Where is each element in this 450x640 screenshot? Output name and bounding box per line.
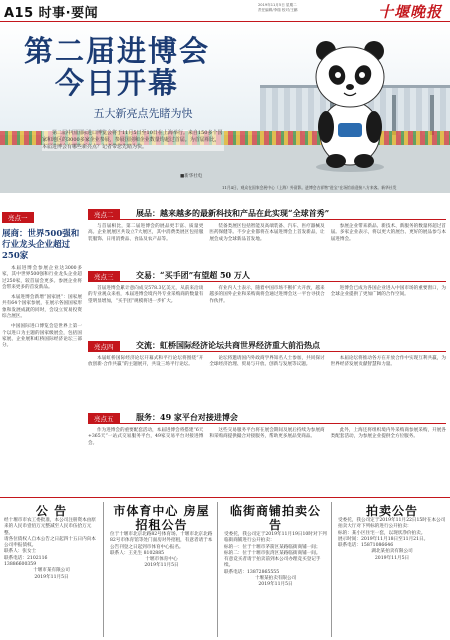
highlight-tag: 亮点四 <box>88 341 120 352</box>
ad-line: 13886600359 <box>4 562 37 568</box>
ad-line: 联系人：张女士 <box>4 549 37 555</box>
ad-line: 展示时间：2019年11月18日至11月21日。 <box>338 536 429 542</box>
ad-title: 拍卖公告 <box>365 504 418 518</box>
photo-pillar <box>430 95 434 135</box>
edition-meta <box>258 3 358 12</box>
ad-line: 经十堰市市农工委批准，本公司注册资本由原来的人民币壹佰万元整减至人民币伍拾万元整。 <box>4 518 96 536</box>
ad-line: 标的：某小区住宅一套，以现状净价拍卖。 <box>338 530 426 536</box>
ad-line: 湖北某拍卖有限公司 <box>371 549 413 555</box>
ad-line: 2019年11月5日 <box>144 563 179 569</box>
left-body-paragraph: 中国国际进口博览会是世界上第一个以进口为主题的国家级展会，包括国家展、企业展和虹桥国际经济论坛三部分。 <box>2 324 82 349</box>
ad-line: 2019年11月5日 <box>34 574 69 580</box>
section-header <box>88 270 446 282</box>
left-column <box>2 205 82 495</box>
section-column-text: 此外，上海还将组织境内外采购商参展采购，开展各类配套活动，为参展企业提供全方位服务。 <box>330 428 446 440</box>
ad-line: 联系电话：15871086646 <box>338 543 394 549</box>
ad-line: 联系电话：2102116 <box>4 555 48 561</box>
ad-line: 联系电话：13872865555 <box>224 569 280 575</box>
section-columns <box>88 224 446 243</box>
article-section <box>88 340 446 369</box>
ad-title: 公 告 <box>35 504 68 518</box>
ad-title: 临街商铺拍卖公告 <box>229 504 321 532</box>
section-title: 交易：“买手团”有望超 50 万人 <box>136 270 250 280</box>
left-body-paragraph: 本届进博会参展企业达3000多家，其中世界500强和行业龙头企业超过250家，较首届会更多。参展企业将会带来更多的首发新品。 <box>2 266 82 290</box>
highlight-tag: 亮点一 <box>2 212 34 223</box>
ad-line: 有意竞买者请于拍卖前到本公司办理竞买登记手续。 <box>224 557 321 569</box>
section-title: 服务：49 家平台对接进博会 <box>136 412 238 422</box>
subheadline: 五大新亮点先睹为快 <box>93 107 193 120</box>
news-credit: ■新华社电 <box>180 174 203 179</box>
ad-notice <box>0 502 104 637</box>
lede-paragraph: 第二届中国国际进口博览会将于11月5日至10日在上海举行。来自150多个国家和地区的3000多家企业参展，参展国别和企业数量均超过首届。为首届相比，本届进博会有哪些新亮点？记者带您先睹为快。 <box>42 130 223 150</box>
section-header <box>88 208 446 220</box>
section-column-text: 与首届相比，第二届进博会的展品更丰富、质量更高。企业展展区共设立7大展区，其中消费类展区包括服装服饰、日用消费品、食品及农产品等。 <box>88 224 204 242</box>
section-header <box>88 340 446 352</box>
edition-date: 2019年11月5日 星期二 <box>258 3 297 7</box>
ad-title: 市体育中心 房屋招租公告 <box>113 504 210 532</box>
section-title: 展品：越来越多的最新科技和产品在此实现“全球首秀” <box>136 208 330 218</box>
section-columns <box>88 428 446 447</box>
ad-line: 标的一：位于十堰市茅箭区某路临街商铺一间； <box>224 544 321 550</box>
article-section <box>88 412 446 447</box>
page-number: A15 时事·要闻 <box>4 6 99 21</box>
section-column-text: 进博会已成为各国企业进入中国市场的重要窗口，为全球企业提供了更加广阔的合作空间。 <box>330 286 446 298</box>
ad-line: 标的二：位于十堰市张湾区某路临街商铺一间。 <box>224 550 321 556</box>
photo-caption: 11月4日，观众在国家会展中心（上海）外留影。进博会吉祥物“进宝”在场馆前迎接八方来客。新华社发 <box>222 185 397 190</box>
section-header <box>88 412 446 424</box>
ad-line: 受委托，我公司定于2019年11月22日15时在本公司拍卖大厅对下列标的进行公开拍卖： <box>338 518 446 530</box>
headline-line-1: 第二届进博会 <box>23 34 210 68</box>
section-column-text: 首届进博会累计意向成交578.3亿美元，从前来洽谈的专业观众来看，本届进博会境内外专业采购商的数量有望明显增加，“买手团”规模将进一步扩大。 <box>88 286 204 304</box>
ad-line: 请各位债权人自本公告之日起四十五日内向本公司申报债权。 <box>4 536 96 549</box>
highlight-tag: 亮点二 <box>88 209 120 220</box>
ad-line: 联系人：王先生 8102885 <box>110 550 165 556</box>
section-column-text: 装备类展区包括智能及高端装备、汽车、医疗器械及医药保健等。不少企业都将在本届进博会上首发新品，让展会成为全球新品首发地。 <box>209 224 325 242</box>
newspaper-logo: 十堰晚报 <box>377 3 442 21</box>
ad-rental <box>106 502 218 637</box>
section-column-text: 作为进博会的重要配套活动，本届进博会将搭建“6天+365天”一站式交易服务平台，49家交易平台对接进博会。 <box>88 428 204 446</box>
ad-line: 十堰市体育中心 <box>145 557 178 563</box>
ad-line: 十堰某拍卖有限公司 <box>254 576 297 582</box>
left-headline: 展商：世界500强和行业龙头企业超过250家 <box>2 229 80 261</box>
section-columns <box>88 356 446 369</box>
section-column-text: 参展企业带来新品、新技术、新服务的数量将超过首届。多家企业表示，将以更大的展台、更好的展品参与本届进博会。 <box>330 224 446 242</box>
highlight-tag: 亮点五 <box>88 413 120 424</box>
section-column-text: 本届虹桥国际经济论坛开幕式和平行论坛将围绕“开放创新·合作共赢”的主题展开，共设三场平行论坛。 <box>88 356 204 368</box>
ad-line: 受委托，我公司定于2019年11月19日10时对下列临街商铺进行公开拍卖： <box>224 532 327 544</box>
section-column-text: 有业内人士表示，随着中国市场不断扩大开放，越来越多的国外企业和采购商将会通过进博会这一平台寻找合作伙伴。 <box>209 286 325 304</box>
left-body-paragraph: 本届进博会新增“国家展”：国家展共有64个国家参展，在展示各国国家形象和发展成就的同时，会设立贸易投资综合展区。 <box>2 295 82 320</box>
ad-auction <box>334 502 450 637</box>
highlight-tag: 亮点三 <box>88 271 120 282</box>
panda-mascot-image <box>300 35 400 175</box>
ad-line: 2019年11月5日 <box>374 555 410 561</box>
headline-line-2: 今日开幕 <box>54 66 179 100</box>
ad-line: 十堰市某有限公司 <box>33 568 70 574</box>
masthead <box>0 0 450 22</box>
section-column-text: 本届论坛将推动各方在开放合作中实现互利共赢，为世界经济发展贡献智慧和力量。 <box>330 356 446 368</box>
section-column-text: 论坛将邀请国内外政商学界知名人士参加，共同探讨全球经济治理、贸易与开放、创新与发展等议题。 <box>209 356 325 368</box>
article-section <box>88 208 446 243</box>
ad-auction-shops <box>220 502 332 637</box>
hero-photo <box>0 23 450 193</box>
edition-editors: 责任编辑/李瑞 校对/王鹏 <box>258 7 298 12</box>
section-column-text: 这些交易服务平台将在展会期间及展后持续为参展商和采购商提供撮合对接服务，帮助更多展品变商品。 <box>209 428 325 440</box>
ad-line: 位于十堰市北京北路82号体育场、十堰市北京北路82号市体育馆等处门面房对外招租，有意者请于本公告刊登之日起到市体育中心报名。 <box>110 532 213 550</box>
classified-ads-row <box>0 497 450 640</box>
article-section <box>88 270 446 305</box>
section-columns <box>88 286 446 305</box>
ad-line: 2019年11月5日 <box>258 582 293 588</box>
section-title: 交流：虹桥国际经济论坛共商世界经济重大前沿热点 <box>136 340 320 350</box>
